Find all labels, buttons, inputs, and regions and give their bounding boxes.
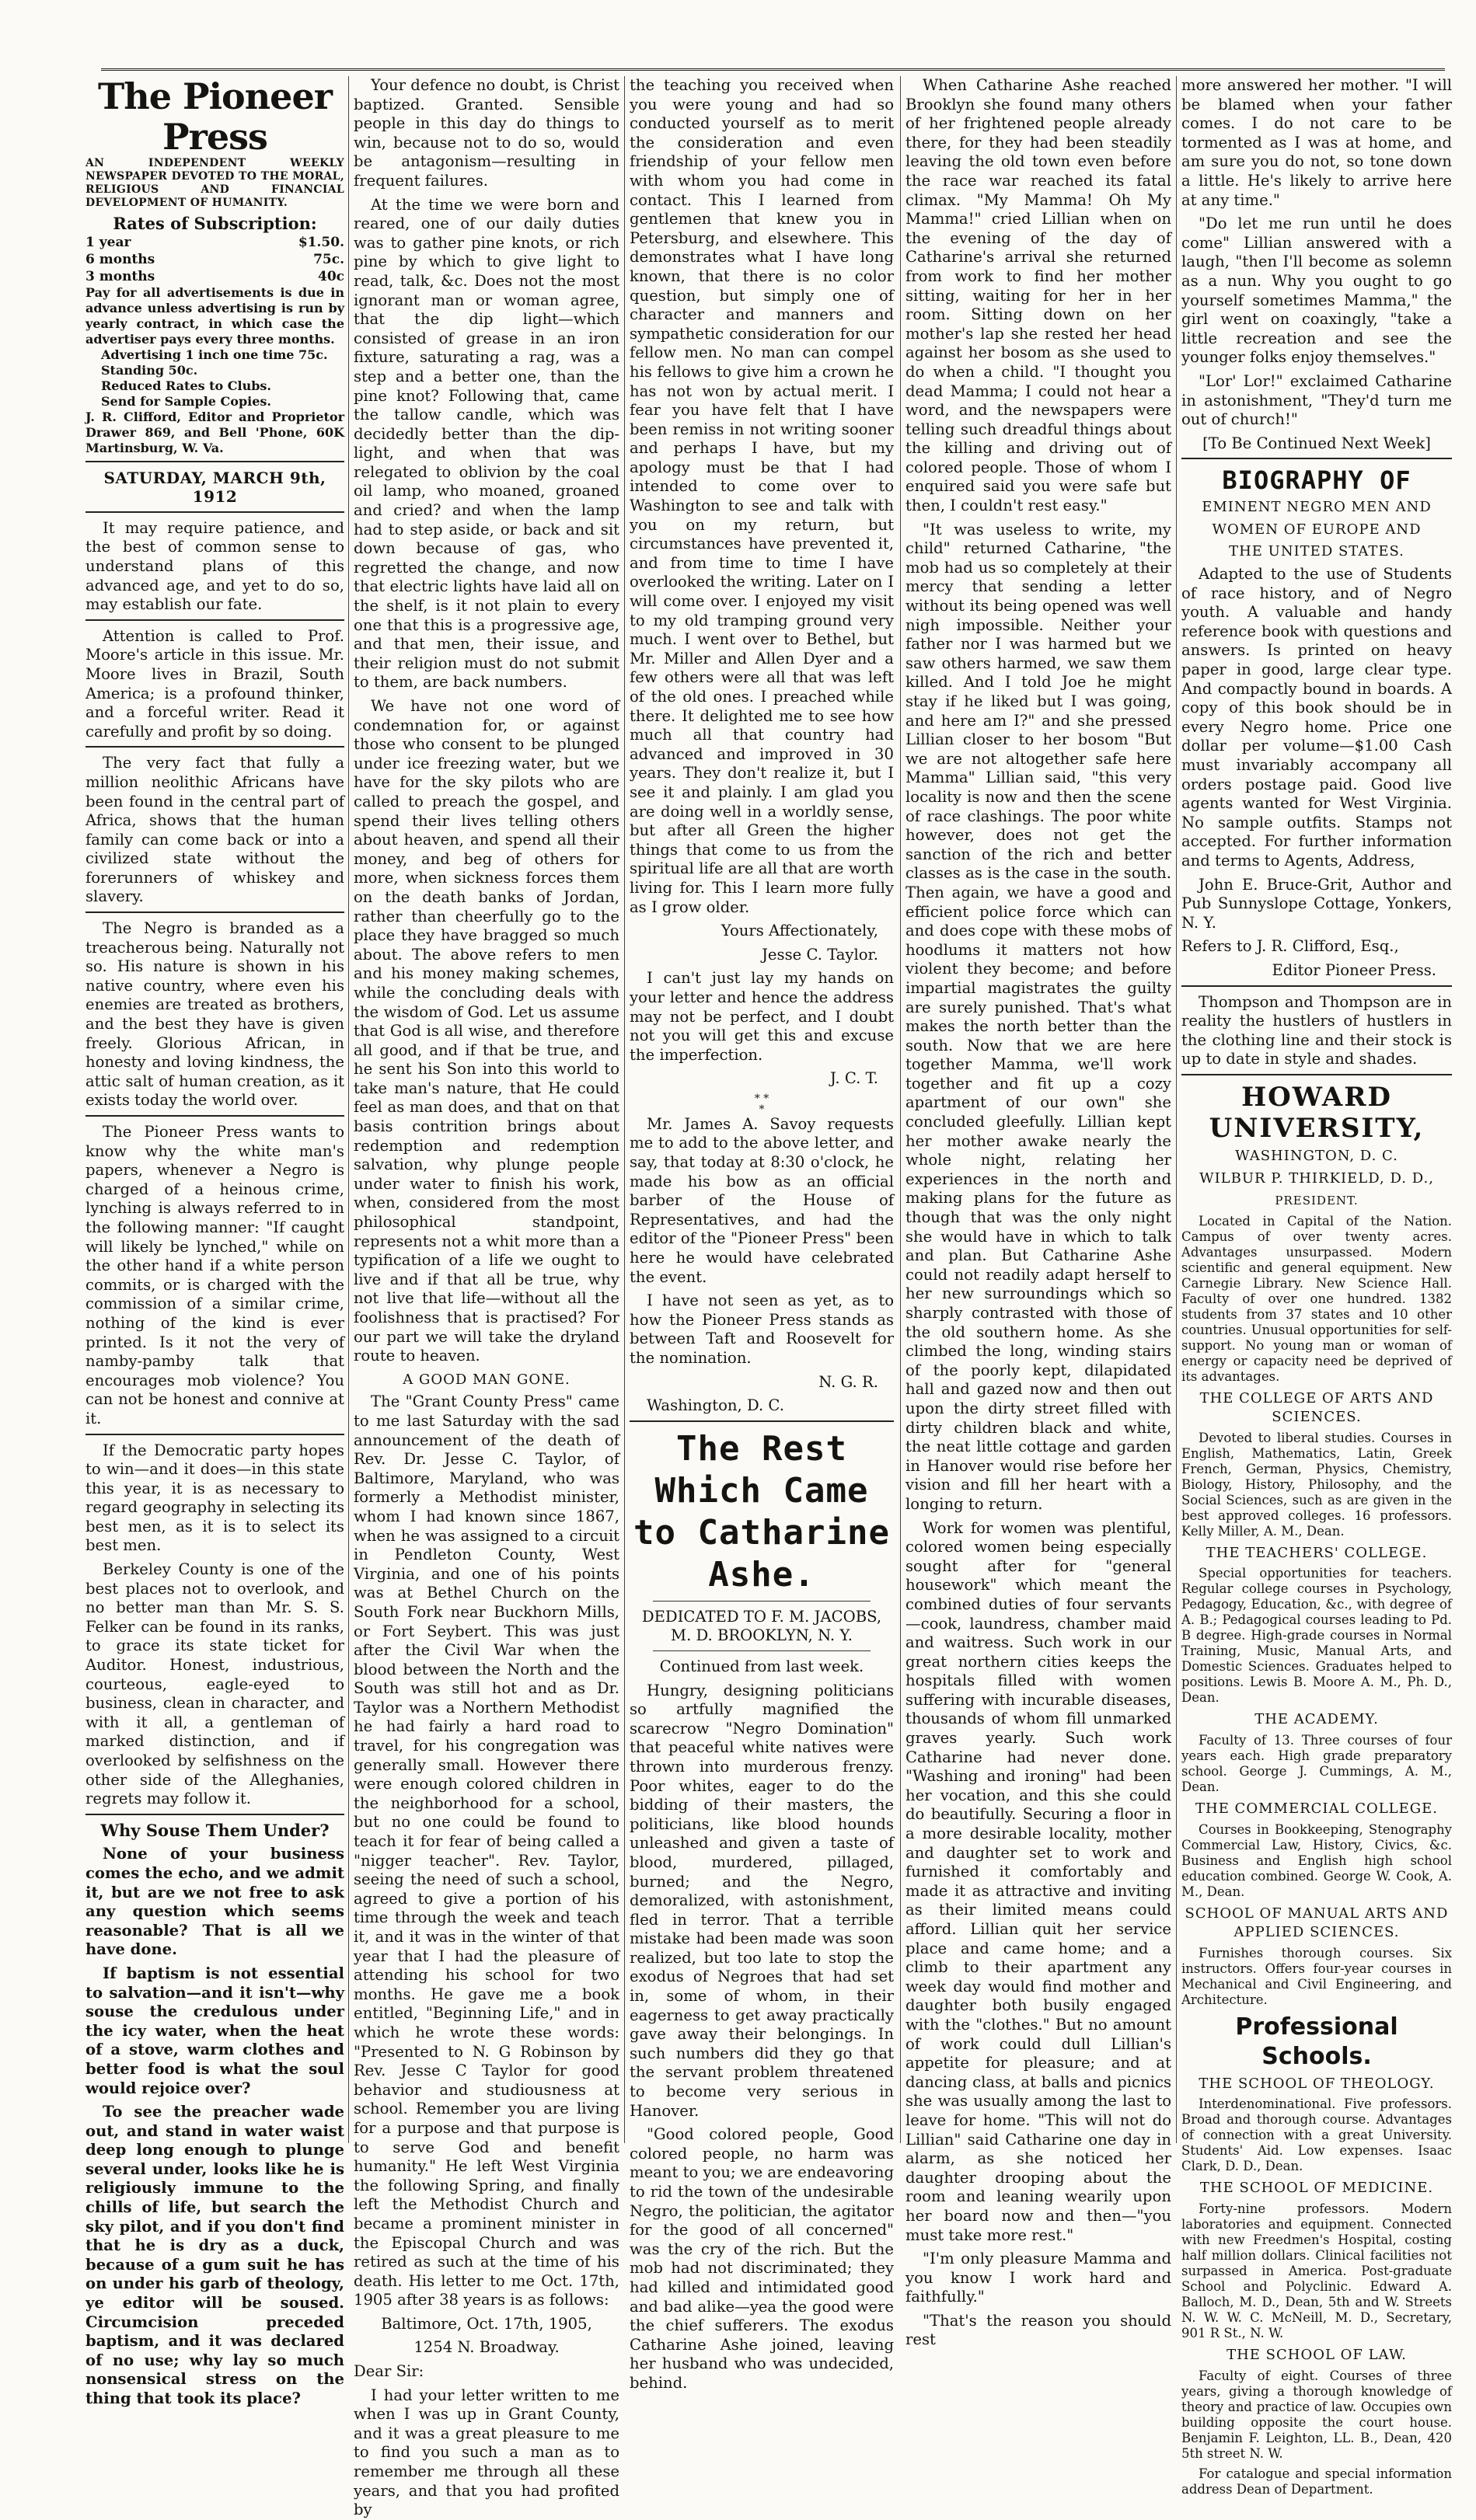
column-rule [900, 76, 901, 2143]
divider [85, 1115, 344, 1117]
divider [85, 1814, 344, 1815]
section-title: SCHOOL OF MANUAL ARTS AND APPLIED SCIENCES. [1185, 1905, 1449, 1941]
column-5 [1181, 76, 1452, 2497]
article-headline: A GOOD MAN GONE. [403, 1371, 571, 1388]
letter-address: 1254 N. Broadway. [413, 2338, 560, 2357]
paragraph: "Lor' Lor!" exclaimed Catharine in astonishment, "They'd turn me out of church!" [1181, 371, 1452, 429]
ad-headline: HOWARD [1241, 1081, 1392, 1113]
paragraph: Mr. James A. Savoy requests me to add to the above letter, and say, that today at 8:30 o'clock, he made his bow as an official barber of the House of Representatives, and had the editor of the "Pioneer Press" been here he would have celebrated the event. [630, 1114, 894, 1286]
divider [85, 461, 344, 462]
ad-subhead: WOMEN OF EUROPE AND [1212, 521, 1422, 538]
continued-note: Continued from last week. [659, 1657, 864, 1675]
paragraph: Attention is called to Prof. Moore's article in this issue. Mr. Moore lives in Brazil, South America; is a profound thinker, and a forceful writer. Read it carefully and profit by so doing. [85, 626, 344, 741]
section-title: THE TEACHERS' COLLEGE. [1206, 1544, 1428, 1561]
paragraph: Faculty of eight. Courses of three years, giving a thorough knowledge of theory and practice of law. Occupies own building opposite the court house. Benjamin F. Leighton, LL. B., Dean, 420 5th street N. W. [1181, 2368, 1452, 2461]
paragraph: The "Grant County Press" came to me last Saturday with the sad announcement of the death of Rev. Dr. Jesse C. Taylor, of Baltimore, Maryland, who was formerly a Methodist minister, whom I had known since 1867, when he was assigned to a circuit in Pendleton County, West Virginia, and one of his points was at Bethel Church on the South Fork near Buckhorn Mills, or Fort Seybert. This was just after the Civil War when the blood between the North and the South was still hot and as Dr. Taylor was a Northern Methodist he had fairly a hard road to travel, for his congregation was generally small. However there were enough colored children in the neighborhood for a school, but no one could be found to teach it for fear of being called a "nigger teacher". Rev. Taylor, seeing the need of such a school, agreed to give a portion of his time through the week and teach it, and it was in the winter of that year that I had the pleasure of attending his school for two months. He gave me a book entitled, "Beginning Life," and in which he wrote these words: "Presented to N. G Robinson by Rev. Jesse C Taylor for good behavior and studiousness at school. Remember you are living for a purpose and that purpose is to serve God and benefit humanity." He left West Virginia the following Spring, and finally left the Methodist Church and became a prominent minister in the Episcopal Church and was retired as such at the time of his death. His letter to me Oct. 17th, 1905 after 38 years is as follows: [354, 1392, 619, 2309]
divider [630, 1420, 894, 1422]
paragraph: I had your letter written to me when I was up in Grant County, and it was a great pleasure to me to find you such a man as to remember me through all these years, and that you had profited by [354, 2386, 619, 2519]
paragraph: Located in Capital of the Nation. Campus of over twenty acres. Advantages unsurpassed. Modern scientific and general equipment. New Carnegie Library. New Science Hall. Faculty of over one hundred. 1382 students from 37 states and 10 other countries. Unusual opportunities for self-support. No young man or woman of energy or capacity need be deprived of its advantages. [1181, 1213, 1452, 1384]
masthead-note: Reduced Rates to Clubs. [101, 378, 271, 393]
rate-price: $1.50. [298, 234, 344, 250]
initials: N. G. R. [818, 1372, 878, 1391]
paragraph: Your defence no doubt, is Christ baptized. Granted. Sensible people in this day do things to win, because not to do so, would be antagonism—resulting in frequent failures. [354, 76, 619, 190]
address-line: Editor Pioneer Press. [1272, 960, 1436, 979]
paragraph: the teaching you received when you were young and had so conducted yourself as to merit the consideration and even friendship of your fellow men with whom you had come in contact. This I learned from gentlemen that knew you in Petersburg, and elsewhere. This demonstrates what I have long known, that there is no color question, but simply one of character and manners and sympathetic consideration for our fellow men. No man can compel his fellows to give him a crown he has not won by actual merit. I fear you have felt that I have been remiss in not writing sooner and perhaps I have, but my apology must be that I had intended to come over to Washington to see and talk with you on my return, but circumstances have prevented it, and from time to time I have overlooked the writing. Later on I will come over. I enjoyed my visit to my old tramping ground very much. I went over to Bethel, but Mr. Miller and Allen Dyer and a few others were all that was left of the old ones. I preached while there. It delighted me to see how much all that country had advanced and improved in 30 years. They don't realize it, but I see it and plainly. I am glad you are doing well in a worldly sense, but after all Green the higher things that come to us from the spiritual life are all that are worth living for. This I learn more fully as I grow older. [630, 76, 894, 916]
divider [85, 511, 344, 513]
paragraph: I can't just lay my hands on your letter and hence the address may not be perfect, and I doubt not you will get this and excuse the imperfection. [630, 969, 894, 1064]
rate-row [85, 268, 344, 285]
masthead-subtitle: AN INDEPENDENT WEEKLY NEWSPAPER DEVOTED TO THE MORAL, RELIGIOUS AND FINANCIAL DEVELOPMENT OF HUMANITY. [85, 157, 344, 209]
paragraph: Devoted to liberal studies. Courses in English, Mathematics, Latin, Greek French, German, Physics, Chemistry, Biology, History, Philosophy, and the Social Sciences, such as are given in the best approved colleges. 16 professors. Kelly Miller, A. M., Dean. [1181, 1430, 1452, 1539]
paragraph: Special opportunities for teachers. Regular college courses in Psychology, Pedagogy, Education, &c., with degree of A. B.; Pedagogical courses leading to Pd. B degree. High-grade courses in Normal Training, Music, Manual Arts, and Domestic Sciences. Graduates helped to positions. Lewis B. Moore A. M., Ph. D., Dean. [1181, 1566, 1452, 1706]
column-4 [905, 76, 1171, 2349]
letter-signature: Jesse C. Taylor. [762, 945, 878, 964]
paragraph: I have not seen as yet, as to how the Pioneer Press stands as between Taft and Roosevelt for the nomination. [630, 1291, 894, 1367]
paragraph: When Catharine Ashe reached Brooklyn she found many others of her frightened people already there, for they had been steadily leaving the old town even before the race war reached its fatal climax. "My Mamma! Oh My Mamma!" cried Lillian when on the evening of the day of Catharine's arrival she returned from work to find her mother sitting, waiting for her in her room. Sitting down on her mother's lap she rested her head against her bosom as she used to do when a child. "I thought you dead Mamma; I could not hear a word, and the newspapers were telling such dreadful things about the killing and driving out of colored people. Those of whom I enquired said you were safe but then, I couldn't rest easy." [905, 76, 1171, 515]
rates-title: Rates of Subscription: [113, 214, 317, 233]
divider [1181, 458, 1452, 459]
masthead-note: J. R. Clifford, Editor and Proprietor Drawer 869, and Bell 'Phone, 60K Martinsburg, W. Va. [85, 409, 344, 455]
ad-headline: UNIVERSITY, [1209, 1112, 1425, 1144]
address-line: John E. Bruce-Grit, Author and Pub Sunnyslope Cottage, Yonkers, N. Y. [1181, 875, 1452, 932]
paragraph: For catalogue and special information address Dean of Department. [1181, 2466, 1452, 2497]
paragraph: "Good colored people, Good colored people, no harm was meant to you; we are endeavoring to rid the town of the undesirable Negro, the politician, the agitator for the good of all concerned" was the cry of the rich. But the mob had not discriminated; they had killed and intimidated good and bad alike—yea the good were the chief sufferers. The exodus Catharine Ashe joined, leaving her husband who was undecided, behind. [630, 2125, 894, 2392]
stars-ornament: * * * [754, 1092, 769, 1116]
letter-salutation: Dear Sir: [354, 2362, 424, 2381]
ad-headline: Professional Schools. [1235, 2013, 1398, 2070]
rate-row [85, 234, 344, 251]
masthead-note: Advertising 1 inch one time 75c. [101, 347, 328, 362]
paragraph: At the time we were born and reared, one of our daily duties was to gather pine knots, or rich pine by which to give light to read, talk, &c. Does not the most ignorant man or woman agree, that the dip light—which consisted of grease in an iron fixture, saturating a rag, was a step and a better one, than the pine knot? Following that, came the tallow candle, which was decidedly better than the dip-light, and when that was relegated to oblivion by the coal oil lamp, who moaned, groaned and cried? and when the lamp had to step aside, or back and sit down because of gas, who regretted the change, and now that electric lights have laid all on the shelf, is it not plain to every one that this is a progressive age, and that men, their issue, and their religion must do not submit to them, are back numbers. [354, 195, 619, 692]
paragraph: Interdenominational. Five professors. Broad and thorough course. Advantages of connection with a great University. Students' Aid. Low expenses. Isaac Clark, D. D., Dean. [1181, 2097, 1452, 2174]
article-headline: Why Souse Them Under? [100, 1820, 330, 1840]
paragraph: To see the preacher wade out, and stand in water waist deep long enough to plunge several under, looks like he is religiously immune to the chills of life, but search the sky pilot, and if you don't find that he is dry as a duck, because of a gum suit he has on under his garb of theology, ye editor will be soused. Circumcision preceded baptism, and it was declared of no use; why lay so much nonsensical stress on the thing that took its place? [85, 2103, 344, 2407]
ad-subhead: PRESIDENT. [1275, 1194, 1359, 1208]
divider [85, 746, 344, 748]
paragraph: Courses in Bookkeeping, Stenography Commercial Law, History, Civics, &c. Business and English high school education combined. George W. Cook, A. M., Dean. [1181, 1821, 1452, 1899]
divider [1181, 1074, 1452, 1075]
top-double-rule [101, 68, 1445, 71]
dedication: DEDICATED TO F. M. JACOBS, M. D. BROOKLYN, N. Y. [641, 1607, 882, 1645]
ad-headline: BIOGRAPHY OF [1222, 465, 1411, 496]
paragraph: If baptism is not essential to salvation—and it isn't—why souse the credulous under the icy water, when the heat of a stove, warm clothes and better food is what the soul would rejoice over? [85, 1964, 344, 2097]
ad-subhead: EMINENT NEGRO MEN AND [1202, 499, 1432, 516]
rate-row [85, 251, 344, 268]
divider [85, 911, 344, 913]
rate-term: 1 year [85, 234, 131, 250]
paragraph: "Do let me run until he does come" Lillian answered with a laugh, "then I'll become as solemn as a nun. Why you ought to go yourself sometimes Mamma," the girl went on coaxingly, "take a little recreation and see the younger folks enjoy themselves." [1181, 214, 1452, 367]
divider [85, 619, 344, 621]
section-title: THE COLLEGE OF ARTS AND SCIENCES. [1199, 1389, 1434, 1426]
paragraph: We have not one word of condemnation for, or against those who consent to be plunged under ice freezing water, but we have for the sky pilots who are called to preach the gospel, and spend their lives telling others about heaven, and spend all their money, and beg of others for more, when sickness forces them on the death banks of Jordan, rather than cheerfully go to the place they have bragged so much about. The above refers to men and his money making schemes, while the concluding deals with the wisdom of God. Let us assume that God is all wise, and therefore all good, and if that be true, and he sent his Son into this world to take man's nature, that He could feel as man does, and that on that basis contrition brings about redemption and redemption salvation, why plunge people under water to finish his work, when, considered from the most philosophical standpoint, represents not a whit more than a typification of a life we ought to live and if that all be true, why not live that life—without all the foolishness that is practised? For our part we will take the dryland route to heaven. [354, 697, 619, 1365]
paragraph: Work for women was plentiful, colored women being especially sought after for "general housework" which meant the combined duties of four servants—cook, laundress, chamber maid and waitress. Such work in our great northern cities keeps the hospitals filled with women suffering with incurable diseases, thousands of whom fill unmarked graves yearly. Such work Catharine had never done. "Washing and ironing" had been her vocation, and this she could do beautifully. Securing a floor in a more desirable locality, mother and daughter set to work and furnished it comfortably and made it as attractive and inviting as their limited means could afford. Lillian quit her service place and came home; and a climb to their apartment any week day would find mother and daughter both busily engaged with the "clothes." But no amount of work could dull Lillian's appetite for pleasure; and at dancing class, at balls and picnics she was usually among the last to leave for home. "This will not do Lillian" said Catharine one day in alarm, as she noticed her daughter drooping about the room and leaning wearily upon her board now and then—"you must take more rest." [905, 1518, 1171, 2244]
paragraph: It may require patience, and the best of common sense to understand plans of this advanced age, and yet to do so, may establish our fate. [85, 518, 344, 614]
section-title: THE SCHOOL OF MEDICINE. [1199, 2180, 1434, 2197]
paragraph: more answered her mother. "I will be blamed when your father comes. I do not care to be tormented as I was at home, and am sure you do not, so tone down a little. He's likely to arrive here at any time." [1181, 76, 1452, 209]
address-line: Refers to J. R. Clifford, Esq., [1181, 937, 1399, 956]
dateline-place: Washington, D. C. [647, 1396, 784, 1415]
masthead-title: The Pioneer Press [98, 75, 332, 158]
section-title: THE COMMERCIAL COLLEGE. [1195, 1800, 1439, 1818]
paragraph: Adapted to the use of Students of race history, and of Negro youth. A valuable and handy reference book with questions and answers. Is printed on heavy paper in good, large clear type. And compactly bound in boards. A copy of this book should be in every Negro home. Price one dollar per volume—$1.00 Cash must invariably accompany all orders postage paid. Good live agents wanted for West Virginia. No sample outfits. Stamps not accepted. For further information and terms to Agents, Address, [1181, 565, 1452, 870]
issue-date: SATURDAY, MARCH 9th, 1912 [103, 468, 326, 507]
column-3 [630, 76, 894, 2392]
paragraph: Faculty of 13. Three courses of four years each. High grade preparatory school. George J. Cummings, A. M., Dean. [1181, 1733, 1452, 1795]
masthead-note: Pay for all advertisements is due in advance unless advertising is run by yearly contract, in which case the advertiser pays every three months. [85, 284, 344, 347]
paragraph: Forty-nine professors. Modern laboratories and equipment. Connected with new Freedmen's Hospital, costing half million dollars. Clinical facilities not surpassed in America. Post-graduate School and Polyclinic. Edward A. Balloch, M. D., Dean, 5th and W. Streets N. W. W. C. McNeill, M. D., Secretary, 901 R St., N. W. [1181, 2201, 1452, 2341]
rate-price: 40c [317, 268, 344, 284]
divider [653, 1650, 871, 1651]
column-1 [85, 75, 344, 2407]
paragraph: The Negro is branded as a treacherous being. Naturally not so. His nature is shown in his native country, where even his enemies are treated as brothers, and the best they have is given freely. Glorious African, in honesty and loving kindness, the attic salt of human creation, as it exists today the world over. [85, 919, 344, 1110]
divider [653, 1601, 871, 1602]
article-headline: The Rest Which Came to Catharine Ashe. [633, 1428, 890, 1595]
column-rule [1176, 76, 1177, 2143]
paragraph: Thompson and Thompson are in reality the hustlers of hustlers in the clothing line and their stock is up to date in style and shades. [1181, 992, 1452, 1068]
letter-date: Baltimore, Oct. 17th, 1905, [381, 2314, 592, 2333]
paragraph: None of your business comes the echo, and we admit it, but are we not free to ask any question which seems reasonable? That is all we have done. [85, 1845, 344, 1959]
paragraph: "I'm only pleasure Mamma and you know I work hard and faithfully." [905, 2250, 1171, 2306]
rate-price: 75c. [313, 251, 344, 267]
ad-subhead: WILBUR P. THIRKIELD, D. D., [1199, 1169, 1434, 1187]
paragraph: If the Democratic party hopes to win—and it does—in this state this year, it is as necessary to regard geography in selecting its best men, as it is to select its best men. [85, 1441, 344, 1555]
section-title: THE SCHOOL OF LAW. [1227, 2347, 1407, 2364]
column-rule [624, 76, 625, 2143]
continued-note: [To Be Continued Next Week] [1202, 434, 1431, 452]
paragraph: Berkeley County is one of the best places not to overlook, and no better man than Mr. S. S. Felker can be found in its ranks, to grace its state ticket for Auditor. Honest, industrious, courteous, eagle-eyed to business, clean in character, and with it all, a gentleman of marked distinction, and if overlooked by selfishness on the other side of the Alleghanies, regrets may follow it. [85, 1560, 344, 1808]
divider [85, 1434, 344, 1435]
divider [1181, 985, 1452, 987]
masthead-note: Standing 50c. [101, 362, 198, 378]
section-title: THE SCHOOL OF THEOLOGY. [1199, 2075, 1435, 2092]
letter-closing: Yours Affectionately, [721, 922, 878, 940]
ad-subhead: WASHINGTON, D. C. [1235, 1147, 1398, 1164]
paragraph: Hungry, designing politicians so artfully magnified the scarecrow "Negro Domination" that peaceful white natives were thrown into murderous frenzy. Poor whites, eager to do the bidding of their masters, the politicians, like blood hounds unleashed and given a taste of blood, murdered, pillaged, burned; and the Negro, demoralized, with astonishment, fled in terror. That a terrible mistake had been made was soon realized, but too late to stop the exodus of Negroes that had set in, some of whom, in their eagerness to get away practically gave away their belongings. In such numbers did they go that the servant problem threatened to become very serious in Hanover. [630, 1681, 894, 2120]
paragraph: Furnishes thorough courses. Six instructors. Offers four-year courses in Mechanical and Civil Engineering, and Architecture. [1181, 1945, 1452, 2007]
paragraph: The very fact that fully a million neolithic Africans have been found in the central part of Africa, shows that the human family can come back or into a civilized state without the forerunners of whiskey and slavery. [85, 754, 344, 906]
column-rule [348, 76, 349, 2143]
paragraph: "That's the reason you should rest [905, 2311, 1171, 2349]
column-2 [354, 76, 619, 2519]
paragraph: "It was useless to write, my child" returned Catharine, "the mob had us so completely at their mercy that sending a letter without its being opened was well nigh impossible. Neither your father nor I was harmed but we saw others harmed, we saw them killed. And I told Joe he might stay if he liked but I was going, and here am I?" and she pressed Lillian closer to her bosom "But we are not altogether safe here Mamma" Lillian said, "this very locality is now and then the scene of race clashings. The poor white however, does not get the sanction of the rich and better classes as is the case in the south. Then again, we have a good and efficient police force which can and does cope with these mobs of hoodlums it matters not how violent they become; and before impartial magistrates the guilty are surely punished. That's what makes the north better than the south. Now that we are here together Mamma, we'll work together and fit up a cozy apartment of our own" she concluded gleefully. Lillian kept her mother awake nearly the whole night, relating her experiences in the north and making plans for the future as though that was the only night she would have in which to talk and plan. But Catharine Ashe could not readily adapt herself to her new surroundings which so sharply contrasted with those of the old southern home. As she climbed the long, winding stairs of the poorly kept, dilapidated hall and gazed now and then out upon the dirty street filled with dirty children black and white, the neat little cottage and garden in Hanover would rise before her vision and fill her heart with a longing to return. [905, 520, 1171, 1513]
initials: J. C. T. [830, 1069, 878, 1088]
rate-term: 6 months [85, 251, 155, 267]
ad-subhead: THE UNITED STATES. [1229, 543, 1404, 560]
section-title: THE ACADEMY. [1254, 1711, 1379, 1728]
paragraph: The Pioneer Press wants to know why the white man's papers, whenever a Negro is charged of a heinous crime, lynching is always referred to in the following manner: "If caught will likely be lynched," while on the other hand if a white person commits, or is charged with the commission of a similar crime, nothing of the kind is ever printed. Is it not the very of namby-pamby talk that encourages mob violence? You can not be honest and connive at it. [85, 1123, 344, 1427]
rate-term: 3 months [85, 268, 155, 284]
masthead-note: Send for Sample Copies. [101, 393, 271, 409]
